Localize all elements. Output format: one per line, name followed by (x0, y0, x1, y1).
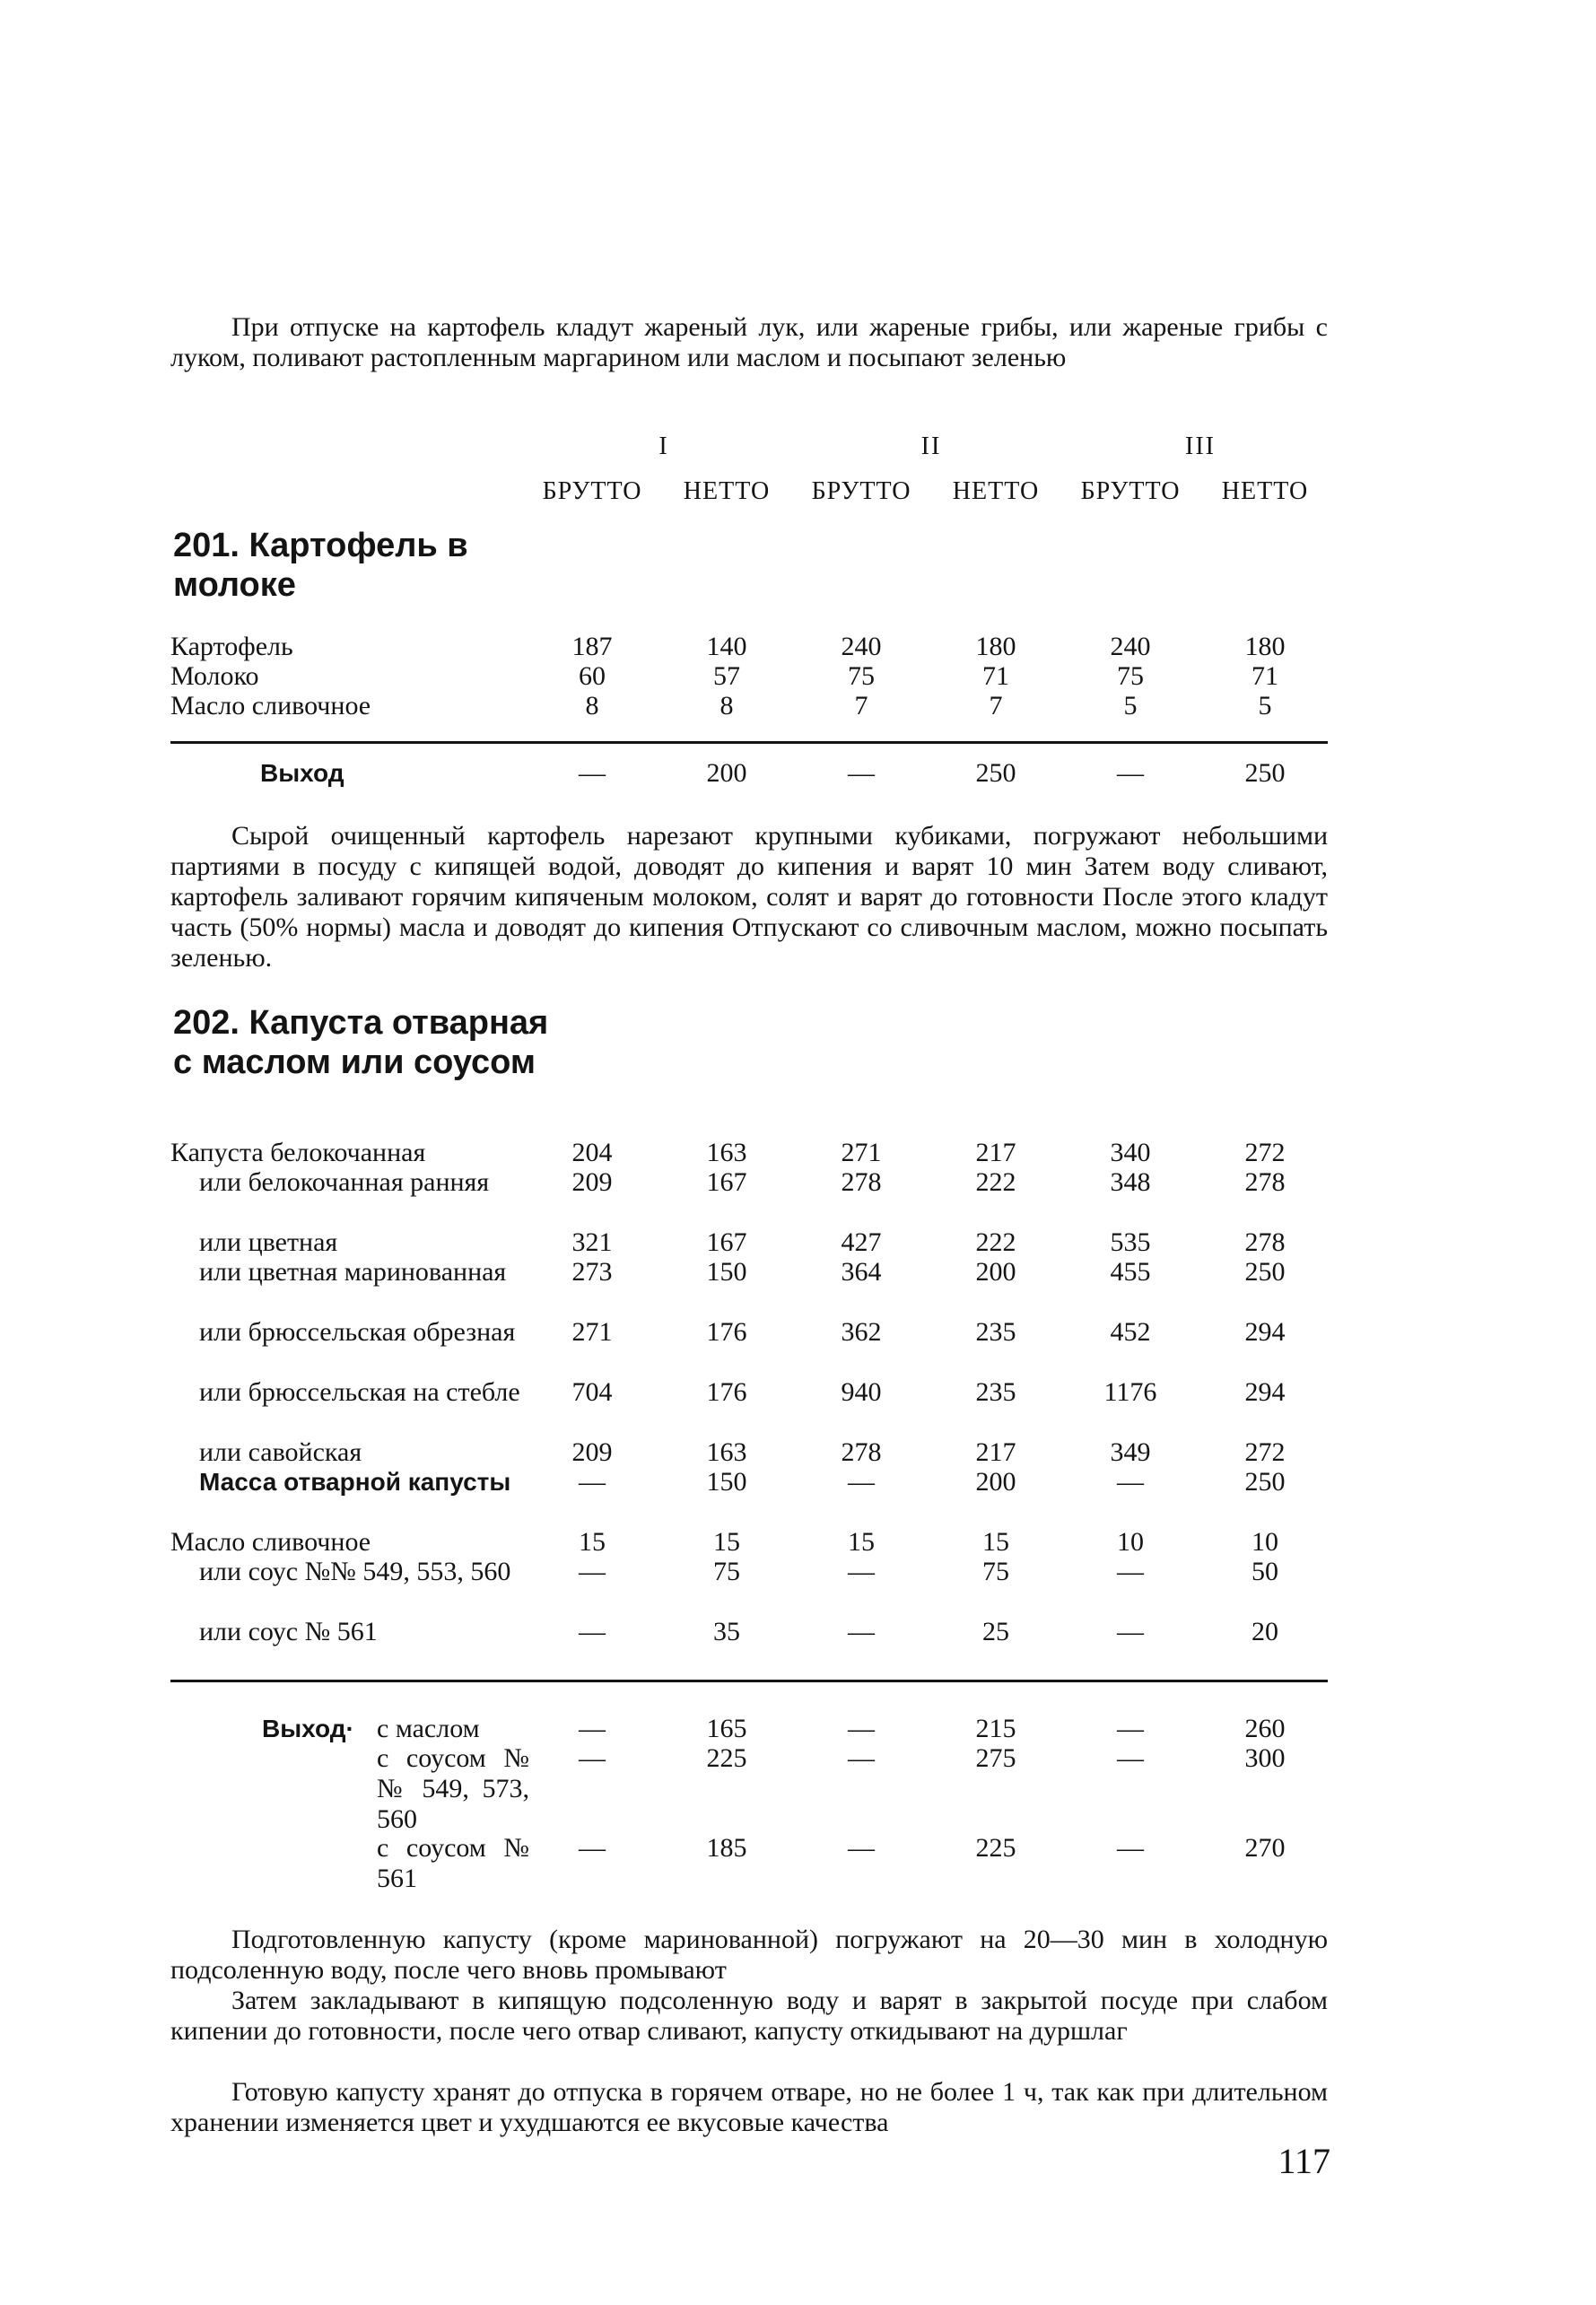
value-cell: 200 (975, 1467, 1016, 1497)
intro-paragraph: При отпуске на картофель кладут жареный лук, или жареные грибы, или жареные грибы с луком, поливают растопленным маргарином или маслом и посыпают зеленью (170, 312, 1328, 372)
value-cell: 75 (713, 1557, 740, 1586)
value-cell: 362 (841, 1317, 882, 1347)
value-cell: 235 (975, 1377, 1016, 1407)
table-row (0, 632, 1596, 662)
value-cell: 10 (1252, 1527, 1278, 1557)
value-cell: 535 (1110, 1227, 1151, 1257)
value-cell: 1176 (1103, 1377, 1157, 1407)
value-cell: 278 (1244, 1227, 1286, 1257)
value-cell: 271 (841, 1138, 882, 1167)
ingredient-name: Масло сливочное (170, 1527, 371, 1557)
page-number: 117 (1278, 2141, 1330, 2181)
ingredient-name: или соус № 561 (199, 1617, 378, 1646)
value-cell: — (1117, 1743, 1144, 1773)
ingredient-name: или белокочанная ранняя (199, 1167, 490, 1197)
ingredient-name: или брюссельская на стебле (199, 1377, 520, 1407)
output-row (0, 1743, 1596, 1834)
value-cell: 275 (975, 1743, 1016, 1773)
value-cell: 225 (975, 1833, 1016, 1863)
column-brutto: БРУТТО (811, 477, 911, 505)
value-cell: 75 (848, 661, 875, 691)
output-row (0, 1833, 1596, 1893)
value-cell: 321 (571, 1227, 613, 1257)
value-cell: 10 (1117, 1527, 1144, 1557)
value-cell: 217 (975, 1138, 1016, 1167)
value-cell: 185 (706, 1833, 747, 1863)
value-cell: — (579, 758, 606, 788)
value-cell: 60 (579, 661, 606, 691)
value-cell: 225 (706, 1743, 747, 1773)
value-cell: 215 (975, 1714, 1016, 1743)
table-row (0, 1617, 1596, 1647)
recipe-202-instructions-1: Подготовленную капусту (кроме маринованной) погружают на 20—30 мин в холодную подсоленную воду, после чего вновь промывают (170, 1925, 1328, 1985)
value-cell: — (1117, 1557, 1144, 1586)
value-cell: 217 (975, 1437, 1016, 1467)
value-cell: — (579, 1467, 606, 1497)
value-cell: 272 (1244, 1138, 1286, 1167)
ingredient-name: Масло сливочное (170, 691, 371, 720)
value-cell: 176 (706, 1377, 747, 1407)
table-row (0, 1227, 1596, 1258)
value-cell: — (579, 1557, 606, 1586)
column-netto: НЕТТО (683, 477, 771, 505)
value-cell: 165 (706, 1714, 747, 1743)
recipe-202-instructions-2: Затем закладывают в кипящую подсоленную воду и варят в закрытой посуде при слабом кипении до готовности, после чего отвар сливают, капусту откидывают на дуршлаг (170, 1986, 1328, 2046)
value-cell: 71 (982, 661, 1009, 691)
value-cell: 452 (1110, 1317, 1151, 1347)
ingredient-name: Молоко (170, 661, 259, 691)
value-cell: 204 (571, 1138, 613, 1167)
value-cell: — (848, 1557, 875, 1586)
value-cell: 150 (706, 1467, 747, 1497)
value-cell: 187 (571, 632, 613, 661)
value-cell: 71 (1252, 661, 1278, 691)
output-variant: с соусом №№ 549, 573, 560 (377, 1743, 529, 1834)
value-cell: 15 (848, 1527, 875, 1557)
output-label: Выход· (262, 1715, 354, 1742)
output-label: Выход (260, 759, 344, 787)
value-cell: 167 (706, 1227, 747, 1257)
value-cell: 75 (1117, 661, 1144, 691)
value-cell: 278 (1244, 1167, 1286, 1197)
value-cell: 278 (841, 1437, 882, 1467)
value-cell: 180 (1244, 632, 1286, 661)
value-cell: 75 (982, 1557, 1009, 1586)
value-cell: 340 (1110, 1138, 1151, 1167)
value-cell: 8 (720, 691, 734, 720)
recipe-201-instructions: Сырой очищенный картофель нарезают крупными кубиками, погружают небольшими партиями в посуду с кипящей водой, доводят до кипения и варят 10 мин Затем воду сливают, картофель заливают горячим кипяченым молоком, солят и варят до готовности После этого кладут часть (50% нормы) масла и доводят до кипения Отпускают со сливочным маслом, можно посыпать зеленью. (170, 821, 1328, 973)
value-cell: — (579, 1714, 606, 1743)
table-row (0, 1437, 1596, 1468)
output-variant: с маслом (377, 1714, 480, 1743)
table-row (0, 1257, 1596, 1288)
value-cell: 5 (1258, 691, 1272, 720)
value-cell: 150 (706, 1257, 747, 1287)
value-cell: 271 (571, 1317, 613, 1347)
value-cell: 294 (1244, 1317, 1286, 1347)
value-cell: — (848, 1617, 875, 1646)
ingredient-name: или цветная (199, 1227, 338, 1257)
value-cell: 176 (706, 1317, 747, 1347)
value-cell: 8 (585, 691, 599, 720)
value-cell: 349 (1110, 1437, 1151, 1467)
value-cell: 167 (706, 1167, 747, 1197)
value-cell: 200 (706, 758, 747, 788)
value-cell: 200 (975, 1257, 1016, 1287)
value-cell: 163 (706, 1437, 747, 1467)
ingredient-name: или соус №№ 549, 553, 560 (199, 1557, 511, 1586)
value-cell: 57 (713, 661, 740, 691)
value-cell: 20 (1252, 1617, 1278, 1646)
value-cell: — (1117, 1714, 1144, 1743)
value-cell: 35 (713, 1617, 740, 1646)
value-cell: 7 (989, 691, 1003, 720)
value-cell: — (848, 1467, 875, 1497)
table-row (0, 1527, 1596, 1558)
output-variant: с соусом № 561 (377, 1833, 529, 1893)
value-cell: 940 (841, 1377, 882, 1407)
column-netto: НЕТТО (952, 477, 1040, 505)
output-row (0, 758, 1596, 789)
value-cell: 270 (1244, 1833, 1286, 1863)
table-row (0, 1138, 1596, 1168)
column-brutto: БРУТТО (1080, 477, 1181, 505)
value-cell: 180 (975, 632, 1016, 661)
value-cell: 704 (571, 1377, 613, 1407)
value-cell: — (579, 1743, 606, 1773)
recipe-202-title: 202. Капуста отварная с маслом или соусом (173, 1004, 549, 1081)
table-row (0, 1317, 1596, 1348)
value-cell: — (848, 1714, 875, 1743)
value-cell: 278 (841, 1167, 882, 1197)
value-cell: 364 (841, 1257, 882, 1287)
ingredient-name: или савойская (199, 1437, 362, 1467)
table-row (0, 1467, 1596, 1497)
value-cell: 163 (706, 1138, 747, 1167)
value-cell: 209 (571, 1437, 613, 1467)
value-cell: 250 (1244, 1257, 1286, 1287)
table-divider (170, 741, 1328, 744)
ingredient-name: Картофель (170, 632, 293, 661)
value-cell: 348 (1110, 1167, 1151, 1197)
value-cell: 7 (854, 691, 868, 720)
value-cell: 272 (1244, 1437, 1286, 1467)
value-cell: 25 (982, 1617, 1009, 1646)
column-group-3: III (1185, 432, 1216, 460)
recipe-201-title: 201. Картофель в молоке (173, 527, 468, 604)
value-cell: — (848, 1833, 875, 1863)
table-row (0, 1377, 1596, 1408)
column-group-1: I (658, 432, 669, 460)
ingredient-name: Капуста белокочанная (170, 1138, 426, 1167)
ingredient-name: или брюссельская обрезная (199, 1317, 516, 1347)
value-cell: — (848, 758, 875, 788)
value-cell: 209 (571, 1167, 613, 1197)
table-divider (170, 1680, 1328, 1682)
value-cell: 15 (982, 1527, 1009, 1557)
value-cell: 222 (975, 1167, 1016, 1197)
value-cell: — (1117, 1833, 1144, 1863)
value-cell: 50 (1252, 1557, 1278, 1586)
column-netto: НЕТТО (1221, 477, 1309, 505)
value-cell: 15 (579, 1527, 606, 1557)
value-cell: 15 (713, 1527, 740, 1557)
value-cell: — (848, 1743, 875, 1773)
table-row (0, 1557, 1596, 1587)
value-cell: 294 (1244, 1377, 1286, 1407)
value-cell: — (1117, 758, 1144, 788)
value-cell: 250 (1244, 1467, 1286, 1497)
value-cell: — (1117, 1617, 1144, 1646)
output-row (0, 1714, 1596, 1744)
value-cell: 250 (975, 758, 1016, 788)
table-row (0, 1167, 1596, 1198)
value-cell: 300 (1244, 1743, 1286, 1773)
value-cell: 140 (706, 632, 747, 661)
value-cell: 250 (1244, 758, 1286, 788)
value-cell: 427 (841, 1227, 882, 1257)
value-cell: 235 (975, 1317, 1016, 1347)
value-cell: 455 (1110, 1257, 1151, 1287)
value-cell: — (1117, 1467, 1144, 1497)
recipe-202-instructions-3: Готовую капусту хранят до отпуска в горячем отваре, но не более 1 ч, так как при длительном хранении изменяется цвет и ухудшаются ее вкусовые качества (170, 2077, 1328, 2137)
ingredient-name: или цветная маринованная (199, 1257, 507, 1287)
table-row (0, 661, 1596, 692)
value-cell: 240 (841, 632, 882, 661)
value-cell: 5 (1123, 691, 1138, 720)
column-group-2: II (920, 432, 942, 460)
value-cell: 273 (571, 1257, 613, 1287)
column-brutto: БРУТТО (542, 477, 642, 505)
value-cell: 222 (975, 1227, 1016, 1257)
value-cell: 260 (1244, 1714, 1286, 1743)
value-cell: — (579, 1833, 606, 1863)
value-cell: 240 (1110, 632, 1151, 661)
value-cell: — (579, 1617, 606, 1646)
ingredient-name: Масса отварной капусты (199, 1468, 511, 1496)
table-row (0, 691, 1596, 721)
